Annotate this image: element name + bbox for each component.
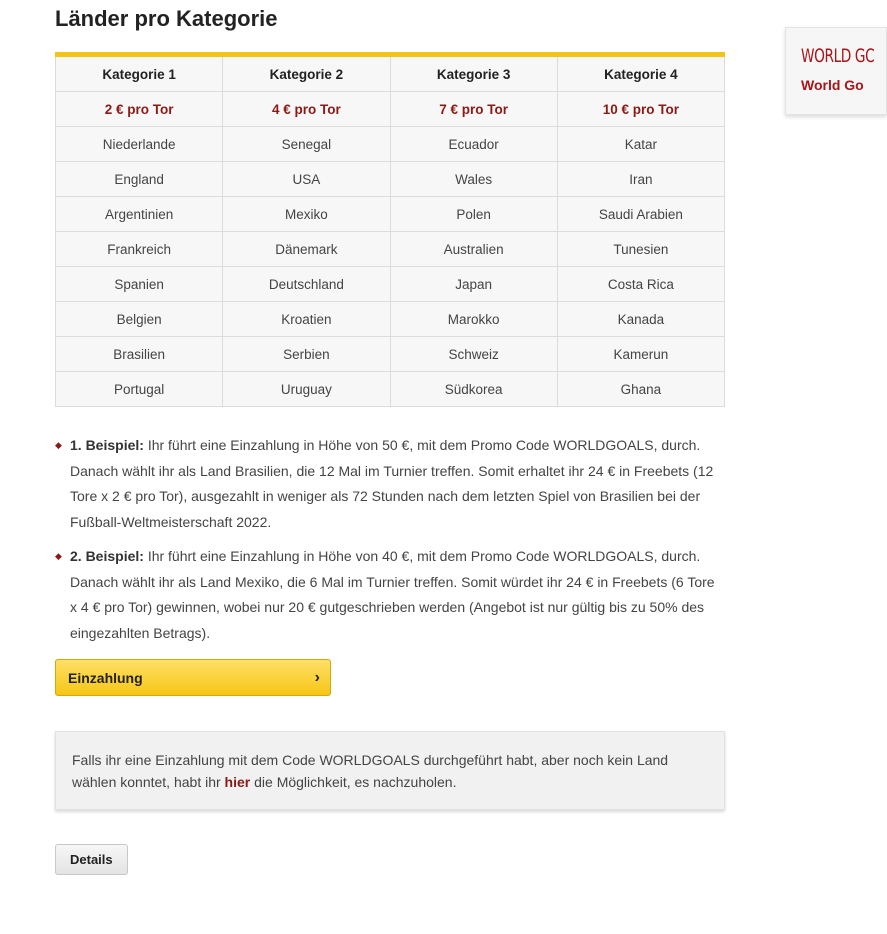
country-cell: Japan	[390, 267, 557, 302]
country-cell: Deutschland	[223, 267, 390, 302]
rate-row	[56, 92, 725, 127]
country-cell: Kroatien	[223, 302, 390, 337]
country-cell: Katar	[557, 127, 724, 162]
country-cell: Schweiz	[390, 337, 557, 372]
country-cell: Belgien	[56, 302, 223, 337]
country-cell: Tunesien	[557, 232, 724, 267]
category-table	[55, 52, 725, 407]
info-text-before: Falls ihr eine Einzahlung mit dem Code WORLDGOALS durchgeführt habt, aber noch kein Land wählen konntet, habt ihr	[72, 752, 669, 790]
examples-list	[55, 433, 725, 646]
example-text: Ihr führt eine Einzahlung in Höhe von 50 €, mit dem Promo Code WORLDGOALS, durch. Danach wählt ihr als Land Brasilien, die 12 Mal im Turnier treffen. Somit erhaltet ihr 24 € in Freebets (12 Tore x 2 € pro Tor), ausgezahlt in weniger als 72 Stunden nach dem letzten Spiel von Brasilien bei der Fußball-Weltmeisterschaft 2022.	[70, 437, 714, 530]
country-cell: Ghana	[557, 372, 724, 407]
example-item	[55, 433, 725, 535]
example-text: Ihr führt eine Einzahlung in Höhe von 40 €, mit dem Promo Code WORLDGOALS, durch. Danach wählt ihr als Land Mexiko, die 6 Mal im Turnier treffen. Somit würdet ihr 24 € in Freebets (6 Tore x 4 € pro Tor) gewinnen, wobei nur 20 € gutgeschrieben werden (Angebot ist nur gültig bis zu 50% des eingezahlten Betrags).	[70, 548, 715, 641]
country-cell: Kanada	[557, 302, 724, 337]
side-card-subtitle: World Go	[801, 77, 864, 93]
table-row	[56, 337, 725, 372]
country-cell: Polen	[390, 197, 557, 232]
rate-cell: 10 € pro Tor	[557, 92, 724, 127]
rate-cell: 7 € pro Tor	[390, 92, 557, 127]
country-cell: Ecuador	[390, 127, 557, 162]
chevron-right-icon: ›	[314, 668, 320, 686]
country-cell: USA	[223, 162, 390, 197]
info-text-after: die Möglichkeit, es nachzuholen.	[254, 774, 457, 790]
rate-cell: 2 € pro Tor	[56, 92, 223, 127]
example-item	[55, 544, 725, 646]
country-cell: England	[56, 162, 223, 197]
country-cell: Mexiko	[223, 197, 390, 232]
table-row	[56, 267, 725, 302]
table-row	[56, 127, 725, 162]
country-cell: Uruguay	[223, 372, 390, 407]
table-row	[56, 302, 725, 337]
header-cell: Kategorie 3	[390, 55, 557, 92]
header-row	[56, 55, 725, 92]
side-promo-card[interactable]	[785, 27, 887, 115]
deposit-button-label: Einzahlung	[68, 669, 143, 686]
country-cell: Dänemark	[223, 232, 390, 267]
diamond-bullet-icon: ◆	[55, 551, 62, 561]
table-row	[56, 372, 725, 407]
country-cell: Argentinien	[56, 197, 223, 232]
country-cell: Südkorea	[390, 372, 557, 407]
deposit-button[interactable]	[55, 659, 331, 696]
country-cell: Spanien	[56, 267, 223, 302]
country-cell: Wales	[390, 162, 557, 197]
rate-cell: 4 € pro Tor	[223, 92, 390, 127]
country-cell: Serbien	[223, 337, 390, 372]
country-cell: Marokko	[390, 302, 557, 337]
country-cell: Saudi Arabien	[557, 197, 724, 232]
example-label: 1. Beispiel:	[70, 437, 144, 453]
country-cell: Costa Rica	[557, 267, 724, 302]
country-cell: Senegal	[223, 127, 390, 162]
header-cell: Kategorie 1	[56, 55, 223, 92]
country-cell: Niederlande	[56, 127, 223, 162]
header-cell: Kategorie 4	[557, 55, 724, 92]
country-cell: Kamerun	[557, 337, 724, 372]
header-cell: Kategorie 2	[223, 55, 390, 92]
info-link-here[interactable]: hier	[224, 774, 251, 790]
table-row	[56, 197, 725, 232]
country-cell: Australien	[390, 232, 557, 267]
page-title: Länder pro Kategorie	[55, 6, 278, 31]
info-box	[55, 731, 725, 810]
country-cell: Portugal	[56, 372, 223, 407]
country-cell: Brasilien	[56, 337, 223, 372]
country-cell: Frankreich	[56, 232, 223, 267]
main-content	[55, 0, 725, 875]
table-row	[56, 232, 725, 267]
side-card-title: WORLD GC	[801, 45, 875, 67]
diamond-bullet-icon: ◆	[55, 440, 62, 450]
details-button[interactable]: Details	[55, 844, 128, 875]
example-label: 2. Beispiel:	[70, 548, 144, 564]
country-cell: Iran	[557, 162, 724, 197]
table-row	[56, 162, 725, 197]
